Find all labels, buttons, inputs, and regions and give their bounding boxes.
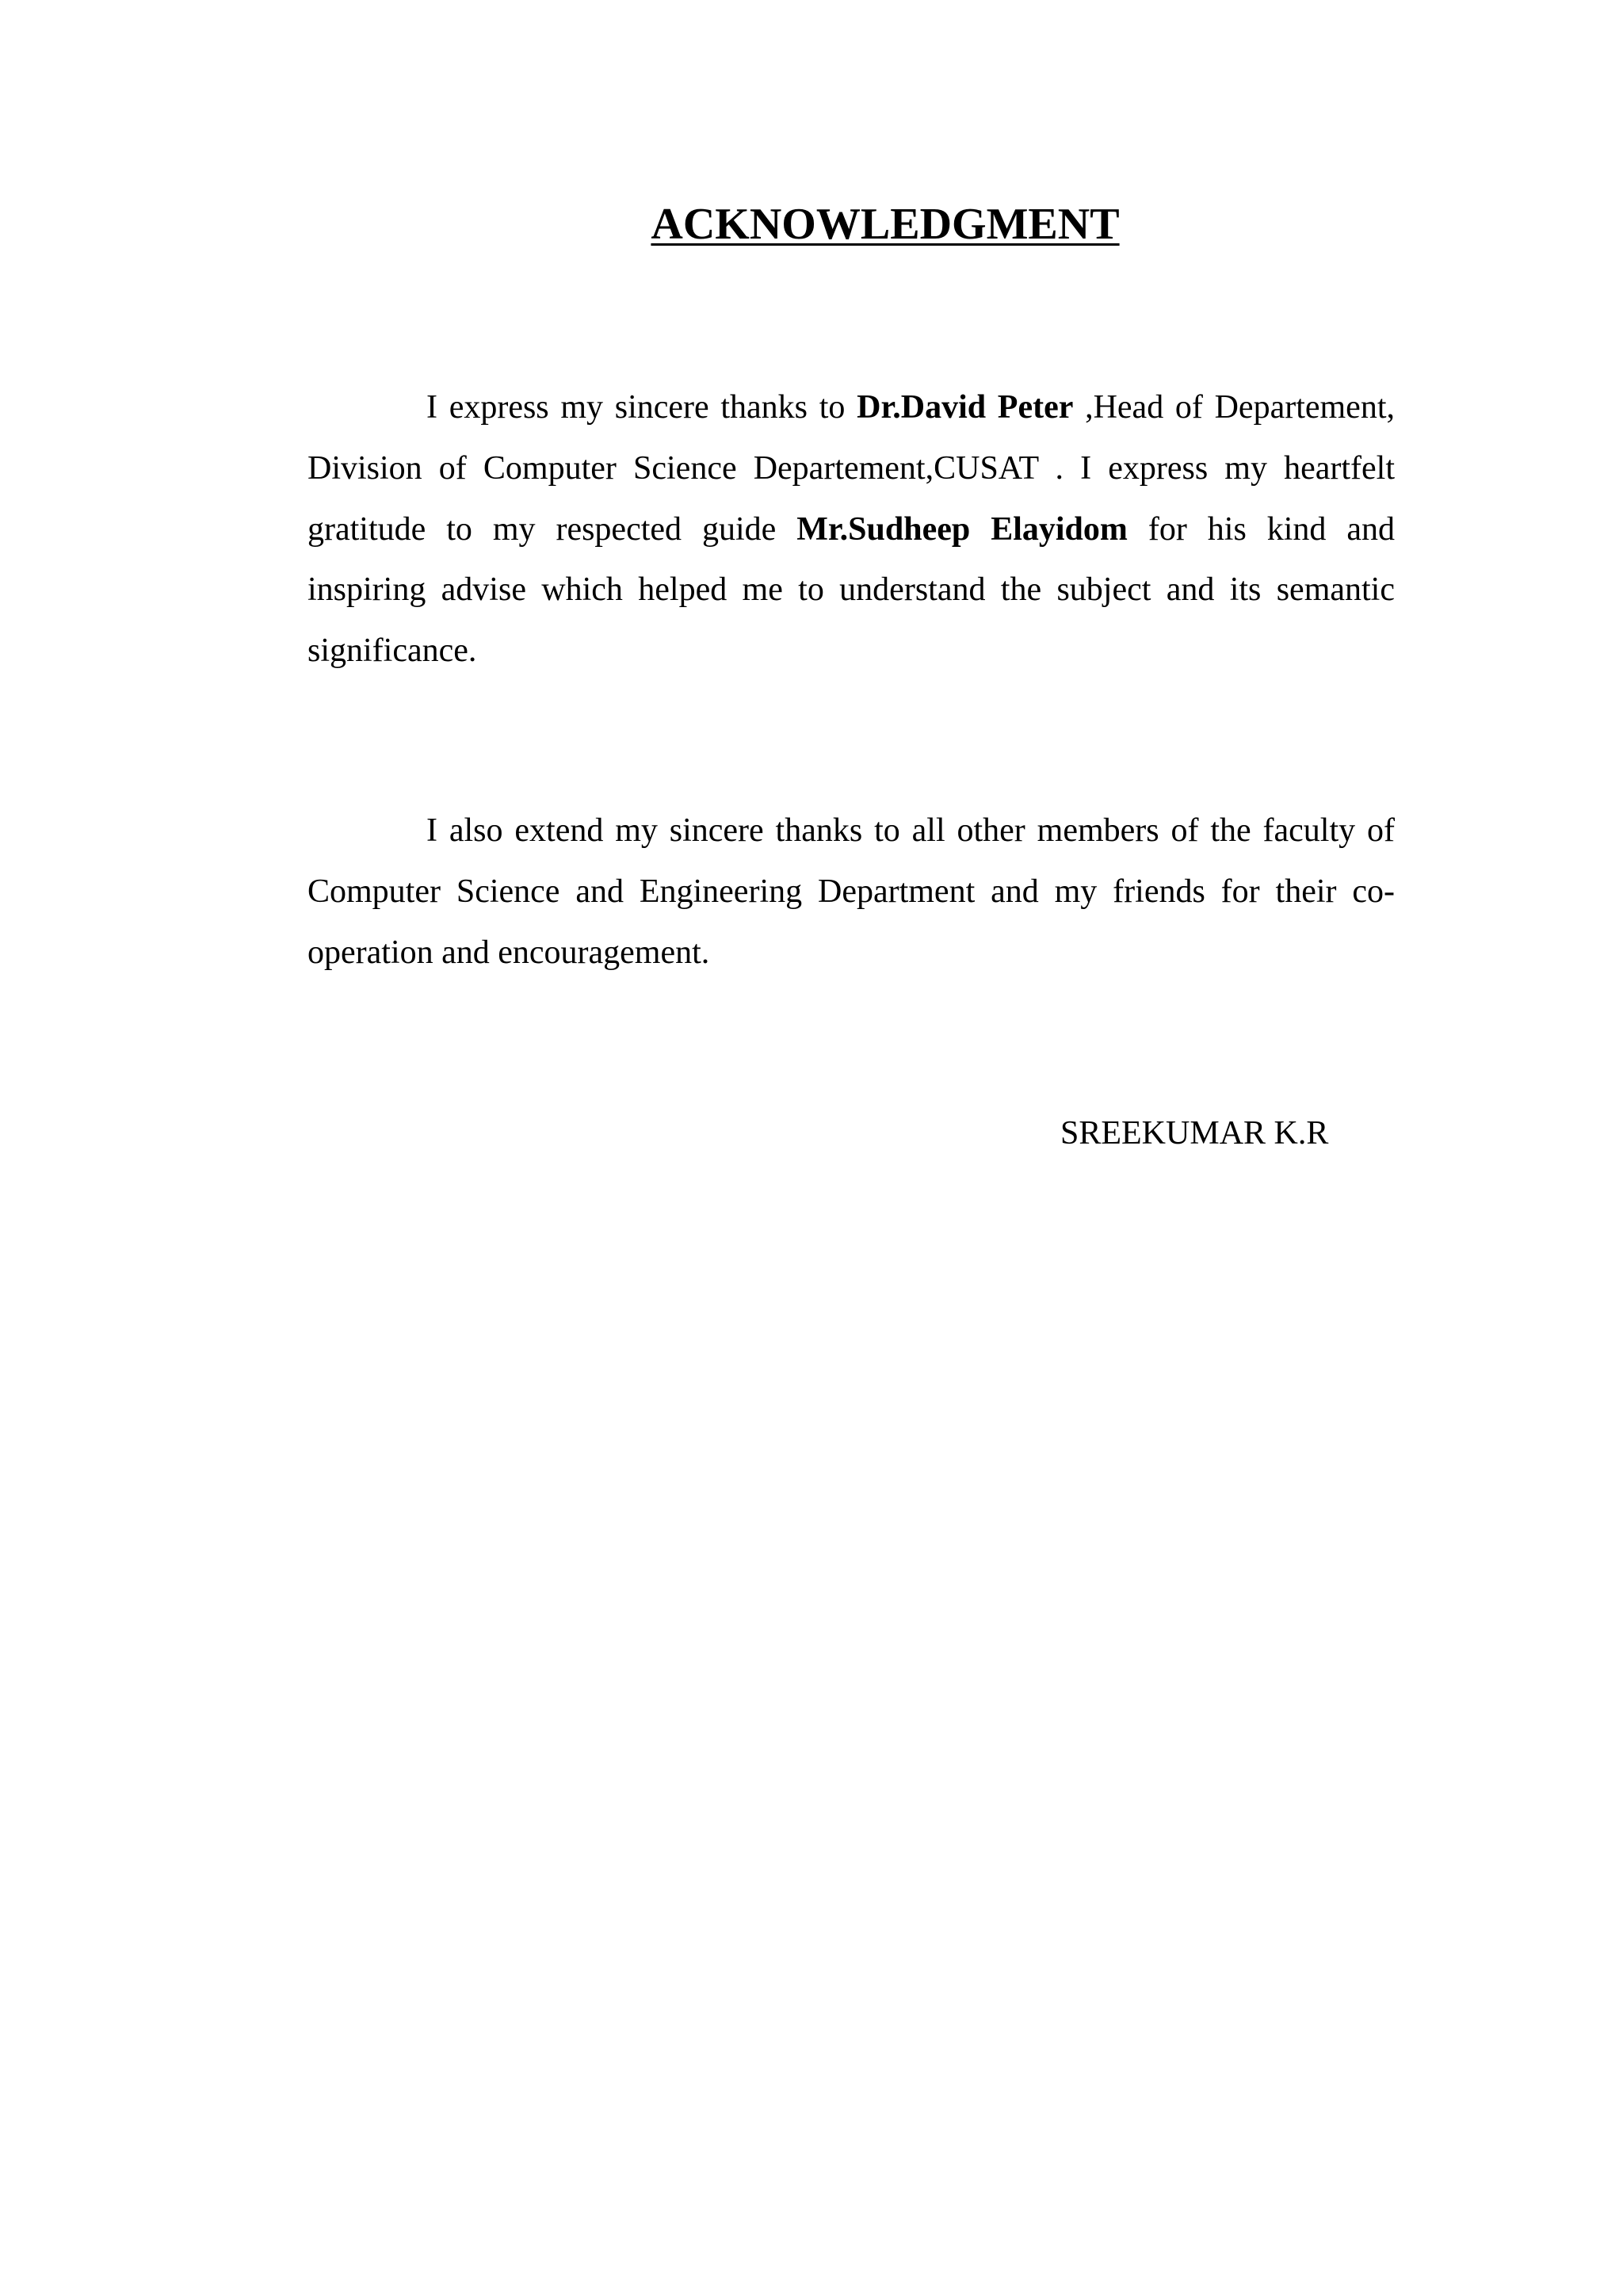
paragraph-1-text-c: for his kind and inspiring advise which helped me to understand the subject and its semantic significance. bbox=[307, 510, 1396, 670]
page-title: ACKNOWLEDGMENT bbox=[651, 200, 1120, 249]
acknowledgment-paragraph-1 bbox=[307, 377, 1395, 682]
acknowledgment-paragraph-2: I also extend my sincere thanks to all other members of the faculty of Computer Science and Engineering Department and my friends for their co-operation and encouragement. bbox=[307, 812, 1395, 971]
author-signature: SREEKUMAR K.R bbox=[1060, 1115, 1329, 1152]
guide-name: Mr.Sudheep Elayidom bbox=[796, 510, 1128, 548]
head-of-department-name: Dr.David Peter bbox=[857, 389, 1074, 426]
paragraph-1-text-b: ,Head of Departement, Division of Computer Science Departement,CUSAT . I express my heartfelt gratitude to my respected guide bbox=[307, 389, 1395, 548]
paragraph-1-text-a: I express my sincere thanks to bbox=[426, 389, 857, 426]
